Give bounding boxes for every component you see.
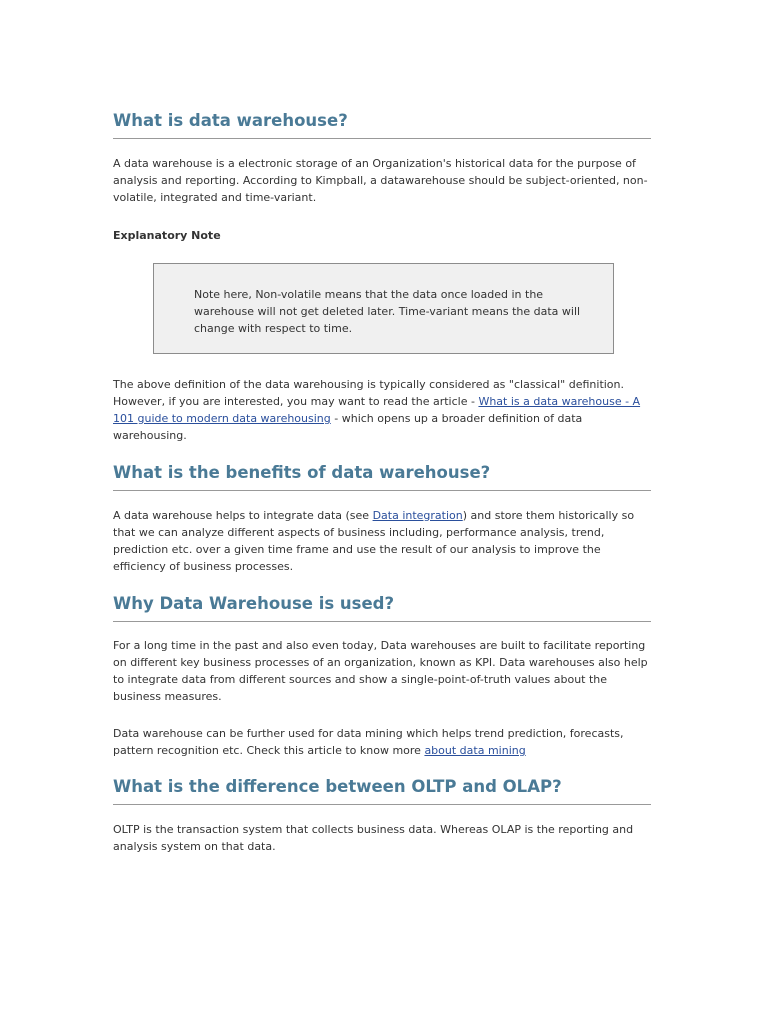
section-heading: What is data warehouse?	[113, 110, 651, 139]
section-heading: What is the difference between OLTP and OLAP?	[113, 776, 651, 805]
explanatory-note-label: Explanatory Note	[113, 229, 221, 242]
section-oltp-olap	[113, 776, 651, 805]
explanatory-note-box	[153, 263, 614, 354]
paragraph: A data warehouse helps to integrate data (see Data integration) and store them historically so that we can analyze different aspects of business including, performance analysis, trend, prediction etc. over a given time frame and use the result of our analysis to improve the efficiency of business processes.	[113, 509, 635, 573]
paragraph: Data warehouse can be further used for data mining which helps trend prediction, forecasts, pattern recognition etc. Check this article to know more about data mining	[113, 727, 624, 757]
link-data-integration[interactable]: Data integration	[372, 509, 463, 522]
section-heading: Why Data Warehouse is used?	[113, 593, 651, 622]
link-what-is-a-data-warehouse[interactable]: What is a data warehouse - A 101 guide to modern data warehousing	[113, 395, 641, 425]
paragraph: The above definition of the data warehousing is typically considered as "classical" definition. However, if you are interested, you may want to read the article - What is a data warehouse - A 101 guide to modern data warehousing - which opens up a broader definition of data warehousing.	[113, 378, 641, 442]
section-why-used	[113, 593, 651, 622]
paragraph: A data warehouse is a electronic storage of an Organization's historical data for the purpose of analysis and reporting. According to Kimpball, a datawarehouse should be subject-oriented, non-volatile, integrated and time-variant.	[113, 157, 648, 204]
paragraph: For a long time in the past and also even today, Data warehouses are built to facilitate reporting on different key business processes of an organization, known as KPI. Data warehouses also help to integrate data from different sources and show a single-point-of-truth values about the business measures.	[113, 639, 648, 703]
section-heading: What is the benefits of data warehouse?	[113, 462, 651, 491]
note-text: Note here, Non-volatile means that the data once loaded in the warehouse will not get deleted later. Time-variant means the data will change with respect to time.	[194, 288, 581, 335]
paragraph: OLTP is the transaction system that collects business data. Whereas OLAP is the reporting and analysis system on that data.	[113, 823, 634, 853]
link-about-data-mining[interactable]: about data mining	[424, 744, 526, 757]
section-benefits	[113, 462, 651, 491]
section-what-is-dw	[113, 110, 651, 139]
